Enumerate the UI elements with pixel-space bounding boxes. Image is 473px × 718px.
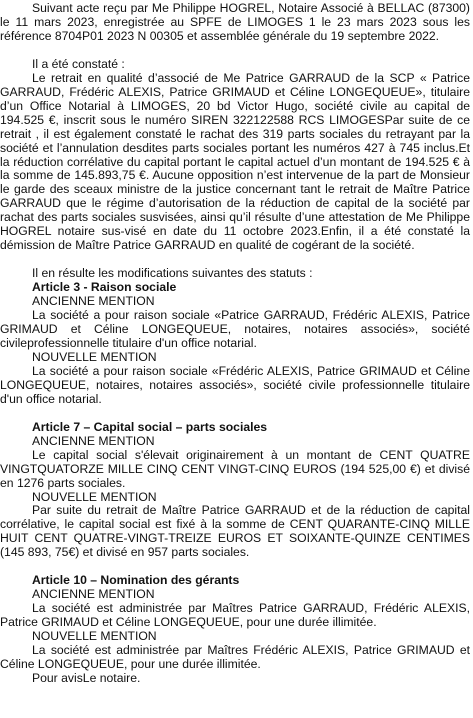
article-7-title: Article 7 – Capital social – parts sociales <box>32 419 268 434</box>
article-7-new-text: Par suite du retrait de Maître Patrice GARRAUD et de la réduction de capital corrélative, le capital social est fixé à la somme de CENT QUARANTE-CINQ MILLE HUIT CENT QUATRE-VINGT-TREIZE EUROS ET SOIXANTE-QUINZE CENTIMES (145 893, 75€) et divisé en 957 parts sociales. <box>0 503 470 560</box>
spacer <box>0 253 470 267</box>
article-7-old-text: Le capital social s'élevait originairement à un montant de CENT QUATRE VINGTQUATORZE MILLE CINQ CENT VINGT-CINQ EUROS (194 525,00 €) et divisé en 1276 parts sociales. <box>0 447 470 490</box>
article-7-old-label: ANCIENNE MENTION <box>32 433 155 448</box>
article-3-old-label: ANCIENNE MENTION <box>32 294 155 309</box>
article-3-new-text: La société a pour raison sociale «Frédéric ALEXIS, Patrice GRIMAUD et Céline LONGEQUEUE, notaires, notaires associés», société civile professionnelle titulaire d'un office notarial. <box>0 363 470 406</box>
spacer <box>0 560 470 574</box>
spacer <box>0 44 470 58</box>
intro-paragraph: Suivant acte reçu par Me Philippe HOGREL, Notaire Associé à BELLAC (87300) le 11 mars 2023, enregistrée au SPFE de LIMOGES 1 le 23 mars 2023 sous les référence 8704P01 2023 N 00305 et assemblée générale du 19 septembre 2022. <box>0 1 470 43</box>
article-10-new-text: La société est administrée par Maîtres Frédéric ALEXIS, Patrice GRIMAUD et Céline LONGEQUEUE, pour une durée illimitée. <box>0 643 470 671</box>
article-10-title: Article 10 – Nomination des gérants <box>32 573 240 588</box>
article-10-old-label: ANCIENNE MENTION <box>32 587 155 602</box>
article-10-old-text: La société est administrée par Maîtres Patrice GARRAUD, Frédéric ALEXIS, Patrice GRIMAUD et Céline LONGEQUEUE, pour une durée illimitée. <box>0 601 470 630</box>
article-7-new-label: NOUVELLE MENTION <box>32 489 157 504</box>
article-3-title: Article 3 - Raison sociale <box>32 280 177 295</box>
article-3-new-label: NOUVELLE MENTION <box>32 349 157 364</box>
constate-label: Il a été constaté : <box>32 56 125 71</box>
closing-signature: Pour avisLe notaire. <box>32 670 141 685</box>
spacer <box>0 407 470 421</box>
modifications-label: Il en résulte les modifications suivantes des statuts : <box>32 266 313 281</box>
article-3-old-text: La société a pour raison sociale «Patrice GARRAUD, Frédéric ALEXIS, Patrice GRIMAUD et Céline LONGEQUEUE, notaires, notaires associés», société civileprofessionnelle titulaire d'un office notarial. <box>0 308 470 350</box>
article-10-new-label: NOUVELLE MENTION <box>32 629 157 644</box>
constate-paragraph: Le retrait en qualité d’associé de Me Patrice GARRAUD de la SCP « Patrice GARRAUD, Frédéric ALEXIS, Patrice GRIMAUD et Céline LONGEQUEUE», titulaire d’un Office Notarial à LIMOGES, 20 bd Victor Hugo, société civile au capital de 194.525 €, inscrit sous le numéro SIREN 322122588 RCS LIMOGESPar suite de ce retrait , il est également constaté le rachat des 319 parts sociales du retrayant par la société et l’annulation desdites parts sociales portant les numéros 427 à 745 inclus.Et la réduction corrélative du capital portant le capital actuel d’un montant de 194.525 € à la somme de 145.893,75 €. Aucune opposition n’est intervenue de la part de Monsieur le garde des sceaux ministre de la justice concernant tant le retrait de Maître Patrice GARRAUD que le régime d’autorisation de la réduction de capital de la société par rachat des parts sociales susvisées, ainsi qu’il résulte d’une attestation de Me Philippe HOGREL notaire sus-visé en date du 11 octobre 2023.Enfin, il a été constaté la démission de Maître Patrice GARRAUD en qualité de cogérant de la société. <box>0 70 470 253</box>
